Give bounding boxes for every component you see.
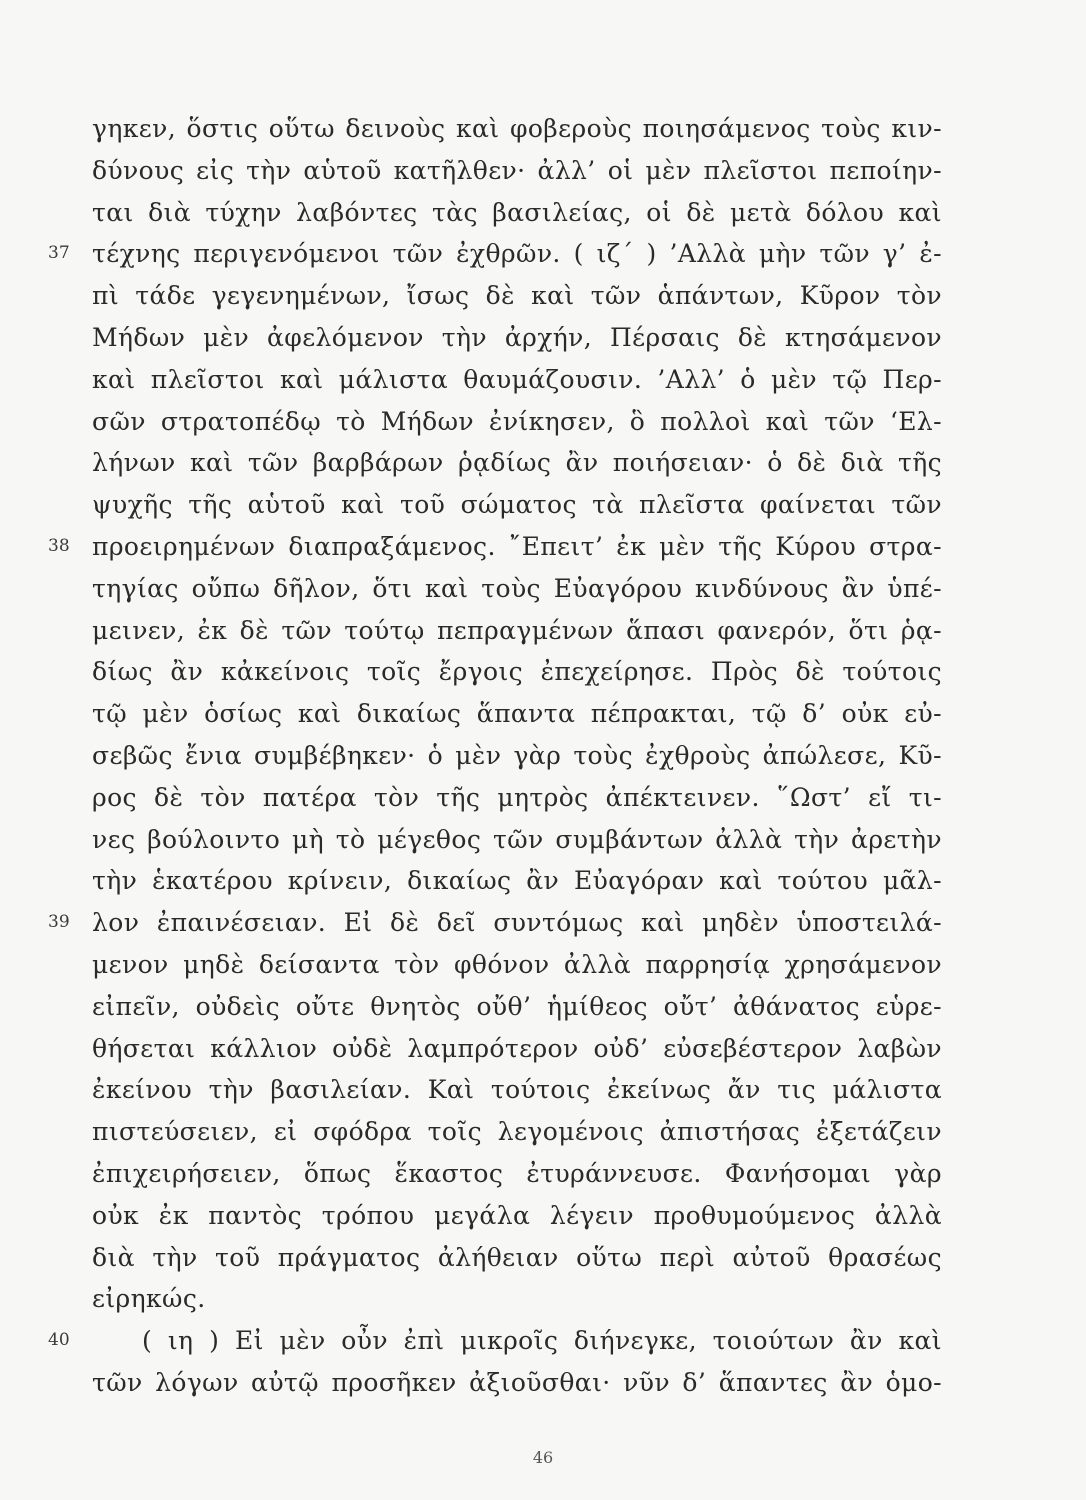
- line-text: τῶν λόγων αὐτῷ προσῆκεν ἀξιοῦσθαι· νῦν δ’ ἅπαντες ἂν ὁμο-: [92, 1367, 942, 1397]
- line-text: σῶν στρατοπέδῳ τὸ Μήδων ἐνίκησεν, ὃ πολλοὶ καὶ τῶν ‘Ελ-: [92, 406, 942, 436]
- line-text: προειρημένων διαπραξάμενος. ῎Επειτ’ ἐκ μὲν τῆς Κύρου στρα-: [92, 531, 942, 561]
- text-line: [92, 944, 942, 986]
- line-text: νες βούλοιντο μὴ τὸ μέγεθος τῶν συμβάντων ἀλλὰ τὴν ἀρετὴν: [92, 824, 942, 854]
- text-line: [92, 1362, 942, 1404]
- line-text: καὶ πλεῖστοι καὶ μάλιστα θαυμάζουσιν. ’Αλλ’ ὁ μὲν τῷ Περ-: [92, 364, 942, 394]
- line-text: μενον μηδὲ δείσαντα τὸν φθόνον ἀλλὰ παρρησίᾳ χρησάμενον: [92, 949, 942, 979]
- line-text: διὰ τὴν τοῦ πράγματος ἀλήθειαν οὕτω περὶ αὐτοῦ θρασέως: [92, 1242, 942, 1272]
- text-line: [48, 1320, 942, 1362]
- line-text: μεινεν, ἐκ δὲ τῶν τούτῳ πεπραγμένων ἅπασι φανερόν, ὅτι ῥᾳ-: [92, 615, 942, 645]
- text-line: [92, 150, 942, 192]
- section-number: 40: [48, 1330, 70, 1351]
- greek-text-block: [48, 108, 942, 1404]
- text-line: [92, 192, 942, 234]
- text-line: [92, 484, 942, 526]
- text-line: [92, 1111, 942, 1153]
- line-text: δίως ἂν κἀκείνοις τοῖς ἔργοις ἐπεχείρησε. Πρὸς δὲ τούτοις: [92, 657, 942, 687]
- text-line: [92, 735, 942, 777]
- line-text: δύνους εἰς τὴν αὑτοῦ κατῆλθεν· ἀλλ’ οἱ μὲν πλεῖστοι πεποίην-: [92, 155, 942, 185]
- page-number: 46: [532, 1448, 554, 1467]
- text-line: [92, 108, 942, 150]
- line-text: ρος δὲ τὸν πατέρα τὸν τῆς μητρὸς ἀπέκτεινεν. ῞Ωστ’ εἴ τι-: [92, 782, 942, 812]
- section-number: 37: [48, 243, 70, 264]
- line-text: ( ιη ) Εἰ μὲν οὖν ἐπὶ μικροῖς διήνεγκε, τοιούτων ἂν καὶ: [142, 1326, 942, 1356]
- text-line: [48, 526, 942, 568]
- text-line: [92, 1069, 942, 1111]
- text-line: [48, 233, 942, 275]
- line-text: Μήδων μὲν ἀφελόμενον τὴν ἀρχήν, Πέρσαις δὲ κτησάμενον: [92, 322, 942, 352]
- line-text: σεβῶς ἔνια συμβέβηκεν· ὁ μὲν γὰρ τοὺς ἐχθροὺς ἀπώλεσε, Κῦ-: [92, 740, 942, 770]
- text-line: [92, 610, 942, 652]
- line-text: οὐκ ἐκ παντὸς τρόπου μεγάλα λέγειν προθυμούμενος ἀλλὰ: [92, 1200, 942, 1230]
- text-line: [48, 902, 942, 944]
- text-line: [92, 860, 942, 902]
- line-text: τὴν ἑκατέρου κρίνειν, δικαίως ἂν Εὐαγόραν καὶ τούτου μᾶλ-: [92, 866, 942, 896]
- text-line: [92, 1153, 942, 1195]
- text-line: [92, 693, 942, 735]
- line-text: εἰρηκώς.: [92, 1284, 206, 1314]
- line-text: πὶ τάδε γεγενημένων, ἴσως δὲ καὶ τῶν ἁπάντων, Κῦρον τὸν: [92, 281, 942, 311]
- line-text: πιστεύσειεν, εἰ σφόδρα τοῖς λεγομένοις ἀπιστήσας ἐξετάζειν: [92, 1117, 942, 1147]
- line-text: τῷ μὲν ὁσίως καὶ δικαίως ἅπαντα πέπρακται, τῷ δ’ οὐκ εὐ-: [92, 699, 942, 729]
- text-line: [92, 359, 942, 401]
- text-line: [92, 1028, 942, 1070]
- line-text: ἐκείνου τὴν βασιλείαν. Καὶ τούτοις ἐκείνως ἄν τις μάλιστα: [92, 1075, 942, 1105]
- line-text: τέχνης περιγενόμενοι τῶν ἐχθρῶν. ( ιζ΄ ) ’Αλλὰ μὴν τῶν γ’ ἐ-: [92, 239, 942, 269]
- line-text: λον ἐπαινέσειαν. Εἰ δὲ δεῖ συντόμως καὶ μηδὲν ὑποστειλά-: [92, 908, 942, 938]
- text-line: [92, 651, 942, 693]
- text-line: [92, 568, 942, 610]
- section-number: 38: [48, 535, 70, 556]
- line-text: λήνων καὶ τῶν βαρβάρων ῥᾳδίως ἂν ποιήσειαν· ὁ δὲ διὰ τῆς: [92, 448, 942, 478]
- line-text: τηγίας οὔπω δῆλον, ὅτι καὶ τοὺς Εὐαγόρου κινδύνους ἂν ὑπέ-: [92, 573, 942, 603]
- section-number: 39: [48, 912, 70, 933]
- line-text: ἐπιχειρήσειεν, ὅπως ἕκαστος ἐτυράννευσε. Φανήσομαι γὰρ: [92, 1158, 942, 1188]
- text-line: [92, 442, 942, 484]
- text-line: [92, 819, 942, 861]
- text-line: [92, 1237, 942, 1279]
- text-line: [92, 275, 942, 317]
- text-line: [92, 777, 942, 819]
- text-line: [92, 401, 942, 443]
- text-line: [92, 986, 942, 1028]
- text-line: [92, 1278, 942, 1320]
- line-text: εἰπεῖν, οὐδεὶς οὔτε θνητὸς οὔθ’ ἡμίθεος οὔτ’ ἀθάνατος εὑρε-: [92, 991, 942, 1021]
- line-text: γηκεν, ὅστις οὕτω δεινοὺς καὶ φοβεροὺς ποιησάμενος τοὺς κιν-: [92, 114, 942, 143]
- text-line: [92, 1195, 942, 1237]
- line-text: θήσεται κάλλιον οὐδὲ λαμπρότερον οὐδ’ εὐσεβέστερον λαβὼν: [92, 1033, 942, 1063]
- line-text: ψυχῆς τῆς αὑτοῦ καὶ τοῦ σώματος τὰ πλεῖστα φαίνεται τῶν: [92, 490, 942, 520]
- line-text: ται διὰ τύχην λαβόντες τὰς βασιλείας, οἱ δὲ μετὰ δόλου καὶ: [92, 197, 942, 227]
- text-line: [92, 317, 942, 359]
